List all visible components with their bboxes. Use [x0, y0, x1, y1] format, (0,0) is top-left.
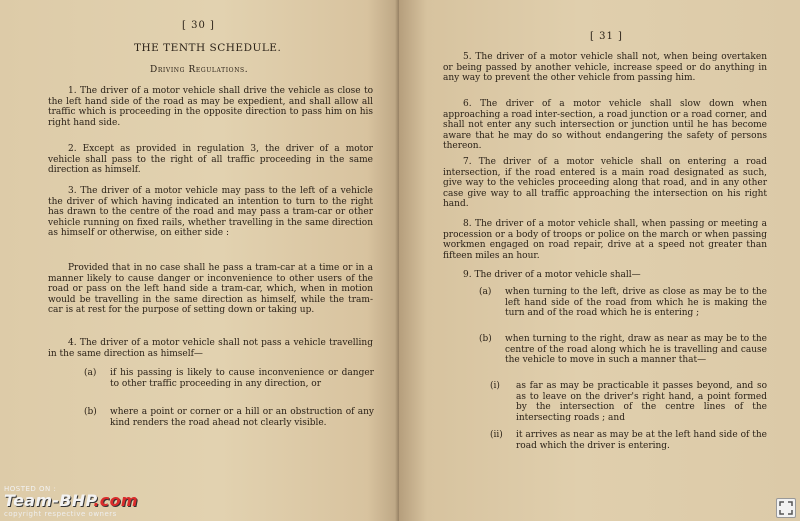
- regulation-4: 4. The driver of a motor vehicle shall not pass a vehicle travelling in the same direction as himself—: [48, 338, 373, 359]
- page-subtitle: Driving Regulations.: [150, 65, 249, 75]
- regulation-8: 8. The driver of a motor vehicle shall, when passing or meeting a procession or a body of troops or police on the march or when passing workmen engaged on road repair, drive at a speed not greater than fifteen miles an hour.: [443, 219, 767, 261]
- regulation-3: 3. The driver of a motor vehicle may pass to the left of a vehicle the driver of which having indicated an intention to turn to the right has drawn to the centre of the road and may pass a tram-car or other vehicle running on fixed rails, whether travelling in the same direction as himself or otherwise, on either side :: [48, 186, 373, 239]
- regulation-4-item-a: [84, 368, 374, 389]
- item-text: where a point or corner or a hill or an obstruction of any kind renders the road ahead not clearly visible.: [110, 407, 374, 428]
- expand-icon: [777, 499, 795, 517]
- regulation-1: 1. The driver of a motor vehicle shall drive the vehicle as close to the left hand side of the road as may be expedient, and shall allow all traffic which is proceeding in the opposite direction to pass him on his right hand side.: [48, 86, 373, 128]
- team-bhp-watermark: [4, 485, 204, 519]
- brand-suffix: .com: [93, 491, 138, 510]
- copyright-label: copyright respective owners: [4, 510, 117, 518]
- regulation-2: 2. Except as provided in regulation 3, the driver of a motor vehicle shall pass to the right of all traffic proceeding in the same direction as himself.: [48, 144, 373, 176]
- regulation-9-item-b-i: [490, 381, 767, 423]
- brand-main: Team-BHP: [4, 491, 94, 510]
- item-label: (i): [490, 381, 500, 391]
- regulation-7: 7. The driver of a motor vehicle shall on entering a road intersection, if the road entered is a main road designated as such, give way to the vehicles proceeding along that road, and in any other case give way to all traffic approaching the intersection on his right hand.: [443, 157, 767, 210]
- regulation-9: 9. The driver of a motor vehicle shall—: [463, 270, 641, 280]
- item-label: (b): [479, 334, 492, 344]
- regulation-5: 5. The driver of a motor vehicle shall not, when being overtaken or being passed by another vehicle, increase speed or do anything in any way to prevent the other vehicle from passing him.: [443, 52, 767, 84]
- page-number-30: [ 30 ]: [182, 20, 215, 31]
- brand-logo: [4, 491, 138, 510]
- item-label: (b): [84, 407, 97, 417]
- item-label: (a): [479, 287, 492, 297]
- regulation-6: 6. The driver of a motor vehicle shall slow down when approaching a road inter-section, a road junction or a road corner, and shall not enter any such intersection or junction until he has become aware that he may do so without endangering the safety of persons thereon.: [443, 99, 767, 152]
- page-title: THE TENTH SCHEDULE.: [134, 42, 282, 54]
- expand-image-button[interactable]: [776, 498, 796, 518]
- item-text: if his passing is likely to cause inconvenience or danger to other traffic proceeding in any direction, or: [110, 368, 374, 389]
- item-text: when turning to the left, drive as close as may be to the left hand side of the road from which he is making the turn and of the road which he is entering ;: [505, 287, 767, 319]
- right-page: [399, 0, 800, 521]
- item-label: (ii): [490, 430, 503, 440]
- regulation-4-item-b: [84, 407, 374, 428]
- item-text: as far as may be practicable it passes beyond, and so as to leave on the driver's right hand, a point formed by the intersection of the centre lines of the intersecting roads ; and: [516, 381, 767, 423]
- regulation-9-item-b-ii: [490, 430, 767, 451]
- hosted-on-label: HOSTED ON :: [4, 485, 57, 493]
- regulation-9-item-b: [479, 334, 767, 366]
- item-text: it arrives as near as may be at the left hand side of the road which the driver is entering.: [516, 430, 767, 451]
- item-label: (a): [84, 368, 97, 378]
- item-text: when turning to the right, draw as near as may be to the centre of the road along which he is travelling and cause the vehicle to move in such a manner that—: [505, 334, 767, 366]
- regulation-9-item-a: [479, 287, 767, 319]
- regulation-3-proviso: Provided that in no case shall he pass a tram-car at a time or in a manner likely to cause danger or inconvenience to other users of the road or pass on the left hand side a tram-car, which, when in motion would be travelling in the same direction as himself, while the tram-car is at rest for the purpose of setting down or taking up.: [48, 263, 373, 316]
- left-page: [0, 0, 399, 521]
- page-number-31: [ 31 ]: [590, 31, 623, 42]
